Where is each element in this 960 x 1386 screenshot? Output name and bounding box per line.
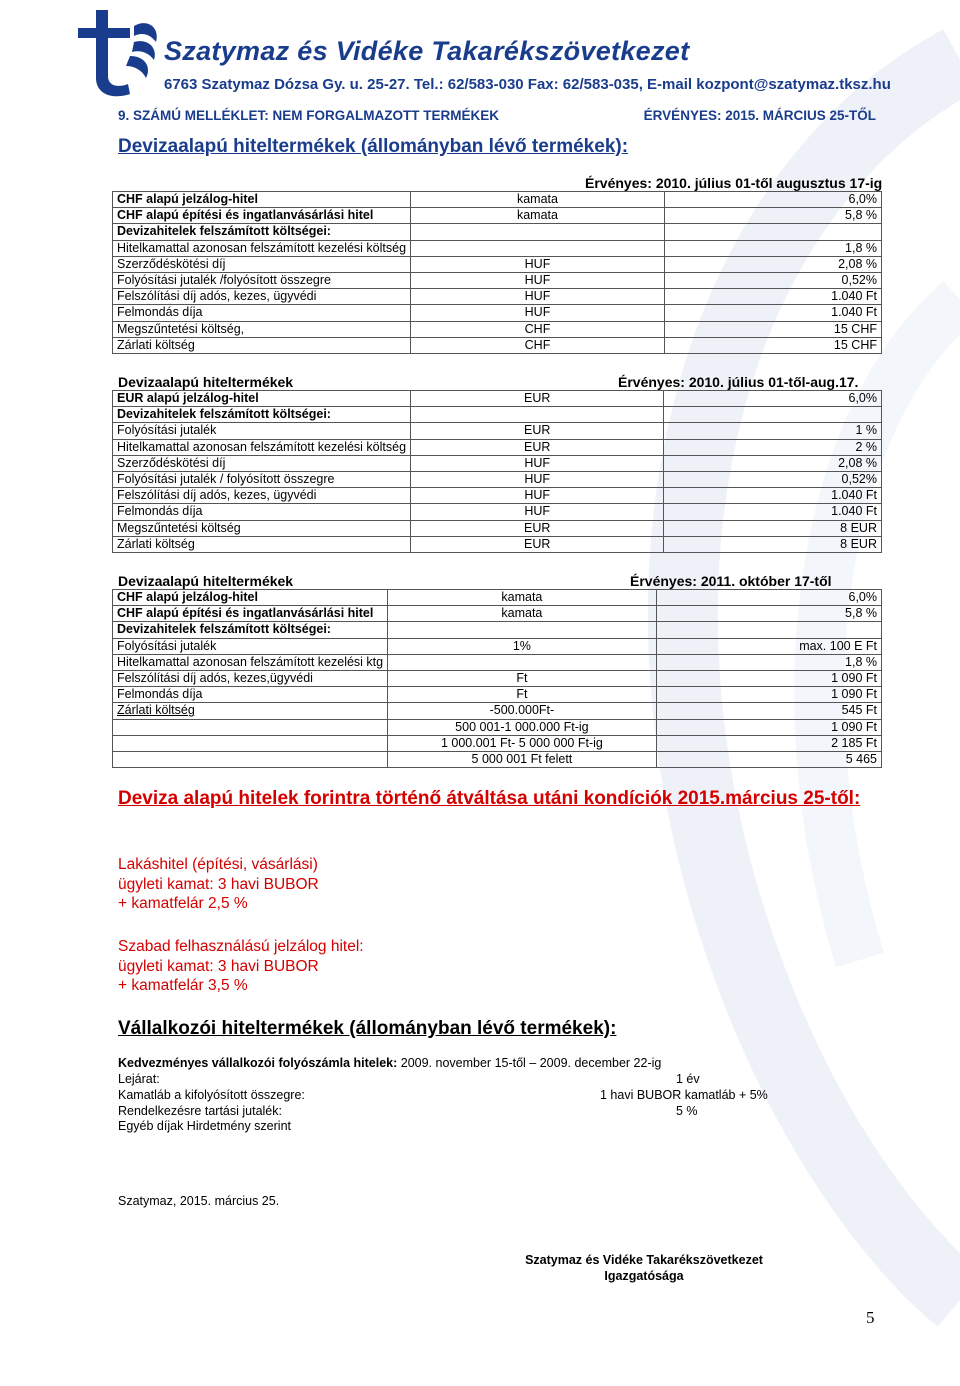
row-label xyxy=(113,751,388,767)
business-other-line: Egyéb díjak Hirdetmény szerint xyxy=(118,1119,291,1133)
table-row xyxy=(113,208,882,224)
row-value: 8 EUR xyxy=(664,536,882,552)
row-value: max. 100 E Ft xyxy=(656,638,881,654)
free-use-loan-block xyxy=(118,937,364,996)
row-value: 2 185 Ft xyxy=(656,735,881,751)
row-label: CHF alapú jelzálog-hitel xyxy=(113,192,411,208)
row-value xyxy=(664,407,882,423)
section3-table xyxy=(112,589,882,768)
section2-table xyxy=(112,390,882,553)
section1-validity: Érvényes: 2010. július 01-től augusztus 17-ig xyxy=(585,175,883,191)
term-label: Lejárat: xyxy=(118,1072,160,1086)
row-value: 1.040 Ft xyxy=(664,488,882,504)
rate-value: 1 havi BUBOR kamatláb + 5% xyxy=(600,1088,768,1102)
row-label: Felmondás díja xyxy=(113,305,411,321)
table-row xyxy=(113,590,882,606)
row-value: 1 % xyxy=(664,423,882,439)
business-heading: Vállalkozói hiteltermékek (állományban lévő termékek): xyxy=(118,1018,617,1039)
bank-name: Szatymaz és Vidéke Takarékszövetkezet xyxy=(164,36,690,66)
row-basis: CHF xyxy=(411,337,665,353)
row-basis: 1% xyxy=(388,638,657,654)
table-row xyxy=(113,391,882,407)
row-label xyxy=(113,719,388,735)
row-value: 15 CHF xyxy=(664,321,881,337)
row-value: 6,0% xyxy=(656,590,881,606)
table-row xyxy=(113,606,882,622)
signature-org: Szatymaz és Vidéke Takarékszövetkezet xyxy=(525,1253,763,1267)
row-label: Devizahitelek felszámított költségei: xyxy=(113,224,411,240)
free-use-line: Szabad felhasználású jelzálog hitel: xyxy=(118,938,364,955)
table-row xyxy=(113,520,882,536)
row-label: Devizahitelek felszámított költségei: xyxy=(113,407,411,423)
section3-validity: Érvényes: 2011. október 17-től xyxy=(630,573,832,589)
row-value: 5,8 % xyxy=(664,208,881,224)
row-basis: HUF xyxy=(411,256,665,272)
section1-table xyxy=(112,191,882,354)
row-basis xyxy=(411,240,665,256)
housing-line: + kamatfelár 2,5 % xyxy=(118,895,248,912)
row-value: 1 090 Ft xyxy=(656,687,881,703)
row-value: 545 Ft xyxy=(656,703,881,719)
fee-label: Rendelkezésre tartási jutalék: xyxy=(118,1104,282,1118)
row-basis: HUF xyxy=(411,504,664,520)
row-label: Felszólítási díj adós, kezes,ügyvédi xyxy=(113,670,388,686)
row-basis xyxy=(411,224,665,240)
term-value: 1 év xyxy=(676,1072,700,1086)
table-row xyxy=(113,488,882,504)
row-value: 2 % xyxy=(664,439,882,455)
row-label: CHF alapú építési és ingatlanvásárlási hitel xyxy=(113,208,411,224)
row-basis: kamata xyxy=(388,590,657,606)
row-basis: HUF xyxy=(411,305,665,321)
table-row xyxy=(113,256,882,272)
row-value xyxy=(656,622,881,638)
row-basis: EUR xyxy=(411,423,664,439)
section3-title: Devizaalapú hiteltermékek xyxy=(118,573,294,589)
row-label: Hitelkamattal azonosan felszámított kezelési ktg xyxy=(113,654,388,670)
row-basis: HUF xyxy=(411,471,664,487)
free-use-line: ügyleti kamat: 3 havi BUBOR xyxy=(118,957,319,975)
row-value: 1.040 Ft xyxy=(664,289,881,305)
signature-body: Igazgatósága xyxy=(604,1269,684,1283)
signature-block xyxy=(516,1252,772,1284)
free-use-line: + kamatfelár 3,5 % xyxy=(118,977,248,994)
row-value: 1 090 Ft xyxy=(656,670,881,686)
row-basis xyxy=(388,622,657,638)
table-row xyxy=(113,423,882,439)
row-label: Felszólítási díj adós, kezes, ügyvédi xyxy=(113,488,411,504)
table-row xyxy=(113,407,882,423)
row-value: 2,08 % xyxy=(664,455,882,471)
row-basis: EUR xyxy=(411,520,664,536)
row-basis: EUR xyxy=(411,391,664,407)
table-row xyxy=(113,622,882,638)
conversion-heading: Deviza alapú hitelek forintra történő átváltása utáni kondíciók 2015.március 25-től: xyxy=(118,788,861,809)
housing-line: Lakáshitel (építési, vásárlási) xyxy=(118,856,318,873)
row-label: Zárlati költség xyxy=(113,536,411,552)
row-label: Megszűntetési költség, xyxy=(113,321,411,337)
row-label: Zárlati költség xyxy=(113,703,388,719)
table-row xyxy=(113,536,882,552)
row-basis: HUF xyxy=(411,488,664,504)
rate-label: Kamatláb a kifolyósított összegre: xyxy=(118,1088,305,1102)
row-basis: 1 000.001 Ft- 5 000 000 Ft-ig xyxy=(388,735,657,751)
row-value: 0,52% xyxy=(664,471,882,487)
row-value xyxy=(664,224,881,240)
bank-logo-icon xyxy=(68,6,160,98)
table-row xyxy=(113,321,882,337)
row-basis xyxy=(388,654,657,670)
row-basis: -500.000Ft- xyxy=(388,703,657,719)
row-value: 6,0% xyxy=(664,391,882,407)
row-label: Hitelkamattal azonosan felszámított kezelési költség xyxy=(113,240,411,256)
row-label: Devizahitelek felszámított költségei: xyxy=(113,622,388,638)
section2-validity: Érvényes: 2010. július 01-től-aug.17. xyxy=(618,374,859,390)
row-label: Felmondás díja xyxy=(113,504,411,520)
annex-label: 9. SZÁMÚ MELLÉKLET: NEM FORGALMAZOTT TERMÉKEK xyxy=(118,108,499,123)
row-value: 6,0% xyxy=(664,192,881,208)
row-basis: kamata xyxy=(411,192,665,208)
business-period: 2009. november 15-től – 2009. december 22-ig xyxy=(397,1056,662,1070)
row-label: Folyósítási jutalék /folyósított összegre xyxy=(113,272,411,288)
table-row xyxy=(113,638,882,654)
table-row xyxy=(113,670,882,686)
row-basis xyxy=(411,407,664,423)
row-basis: Ft xyxy=(388,670,657,686)
row-basis: kamata xyxy=(411,208,665,224)
table-row xyxy=(113,504,882,520)
annex-validity: ÉRVÉNYES: 2015. MÁRCIUS 25-TŐL xyxy=(643,108,876,123)
table-row xyxy=(113,719,882,735)
row-basis: kamata xyxy=(388,606,657,622)
row-value: 0,52% xyxy=(664,272,881,288)
row-value: 5 465 xyxy=(656,751,881,767)
business-rate-line xyxy=(118,1088,768,1102)
table-row xyxy=(113,192,882,208)
row-label: Szerződéskötési díj xyxy=(113,256,411,272)
table-row xyxy=(113,337,882,353)
doc-title: Devizaalapú hiteltermékek (állományban lévő termékek): xyxy=(118,136,629,157)
table-row xyxy=(113,455,882,471)
annex-line xyxy=(118,108,880,123)
row-value: 2,08 % xyxy=(664,256,881,272)
place-date: Szatymaz, 2015. március 25. xyxy=(118,1194,280,1208)
table-row xyxy=(113,305,882,321)
row-basis: EUR xyxy=(411,439,664,455)
row-basis: HUF xyxy=(411,272,665,288)
row-label: CHF alapú jelzálog-hitel xyxy=(113,590,388,606)
table-row xyxy=(113,272,882,288)
business-fee-line xyxy=(118,1104,698,1118)
business-term-line xyxy=(118,1072,700,1086)
row-value: 1.040 Ft xyxy=(664,504,882,520)
section2-title: Devizaalapú hiteltermékek xyxy=(118,374,294,390)
table-row xyxy=(113,240,882,256)
row-basis: 500 001-1 000.000 Ft-ig xyxy=(388,719,657,735)
row-value: 15 CHF xyxy=(664,337,881,353)
table-row xyxy=(113,687,882,703)
fee-value: 5 % xyxy=(676,1104,698,1118)
business-title: Kedvezményes vállalkozói folyószámla hitelek: xyxy=(118,1056,398,1070)
bank-contact-line: 6763 Szatymaz Dózsa Gy. u. 25-27. Tel.: 62/583-030 Fax: 62/583-035, E-mail kozpont@szatymaz.tksz.hu xyxy=(164,76,891,93)
row-value: 8 EUR xyxy=(664,520,882,536)
business-title-line xyxy=(118,1056,661,1070)
row-label: Folyósítási jutalék / folyósított összegre xyxy=(113,471,411,487)
row-label: Hitelkamattal azonosan felszámított kezelési költség xyxy=(113,439,411,455)
table-row xyxy=(113,654,882,670)
row-label: CHF alapú építési és ingatlanvásárlási hitel xyxy=(113,606,388,622)
row-label: Megszűntetési költség xyxy=(113,520,411,536)
row-label: Folyósítási jutalék xyxy=(113,638,388,654)
table-row xyxy=(113,751,882,767)
table-row xyxy=(113,439,882,455)
row-value: 5,8 % xyxy=(656,606,881,622)
row-basis: HUF xyxy=(411,455,664,471)
row-label: Szerződéskötési díj xyxy=(113,455,411,471)
row-basis: HUF xyxy=(411,289,665,305)
row-label: Zárlati költség xyxy=(113,337,411,353)
housing-loan-block xyxy=(118,855,319,914)
row-label: EUR alapú jelzálog-hitel xyxy=(113,391,411,407)
table-row xyxy=(113,703,882,719)
row-value: 1 090 Ft xyxy=(656,719,881,735)
row-value: 1.040 Ft xyxy=(664,305,881,321)
table-row xyxy=(113,224,882,240)
row-label xyxy=(113,735,388,751)
row-value: 1,8 % xyxy=(664,240,881,256)
row-label: Felszólítási díj adós, kezes, ügyvédi xyxy=(113,289,411,305)
page-number: 5 xyxy=(866,1308,875,1327)
row-basis: Ft xyxy=(388,687,657,703)
row-label: Felmondás díja xyxy=(113,687,388,703)
row-basis: EUR xyxy=(411,536,664,552)
table-row xyxy=(113,735,882,751)
row-basis: 5 000 001 Ft felett xyxy=(388,751,657,767)
row-value: 1,8 % xyxy=(656,654,881,670)
row-label: Folyósítási jutalék xyxy=(113,423,411,439)
table-row xyxy=(113,289,882,305)
row-basis: CHF xyxy=(411,321,665,337)
housing-line: ügyleti kamat: 3 havi BUBOR xyxy=(118,875,319,893)
table-row xyxy=(113,471,882,487)
